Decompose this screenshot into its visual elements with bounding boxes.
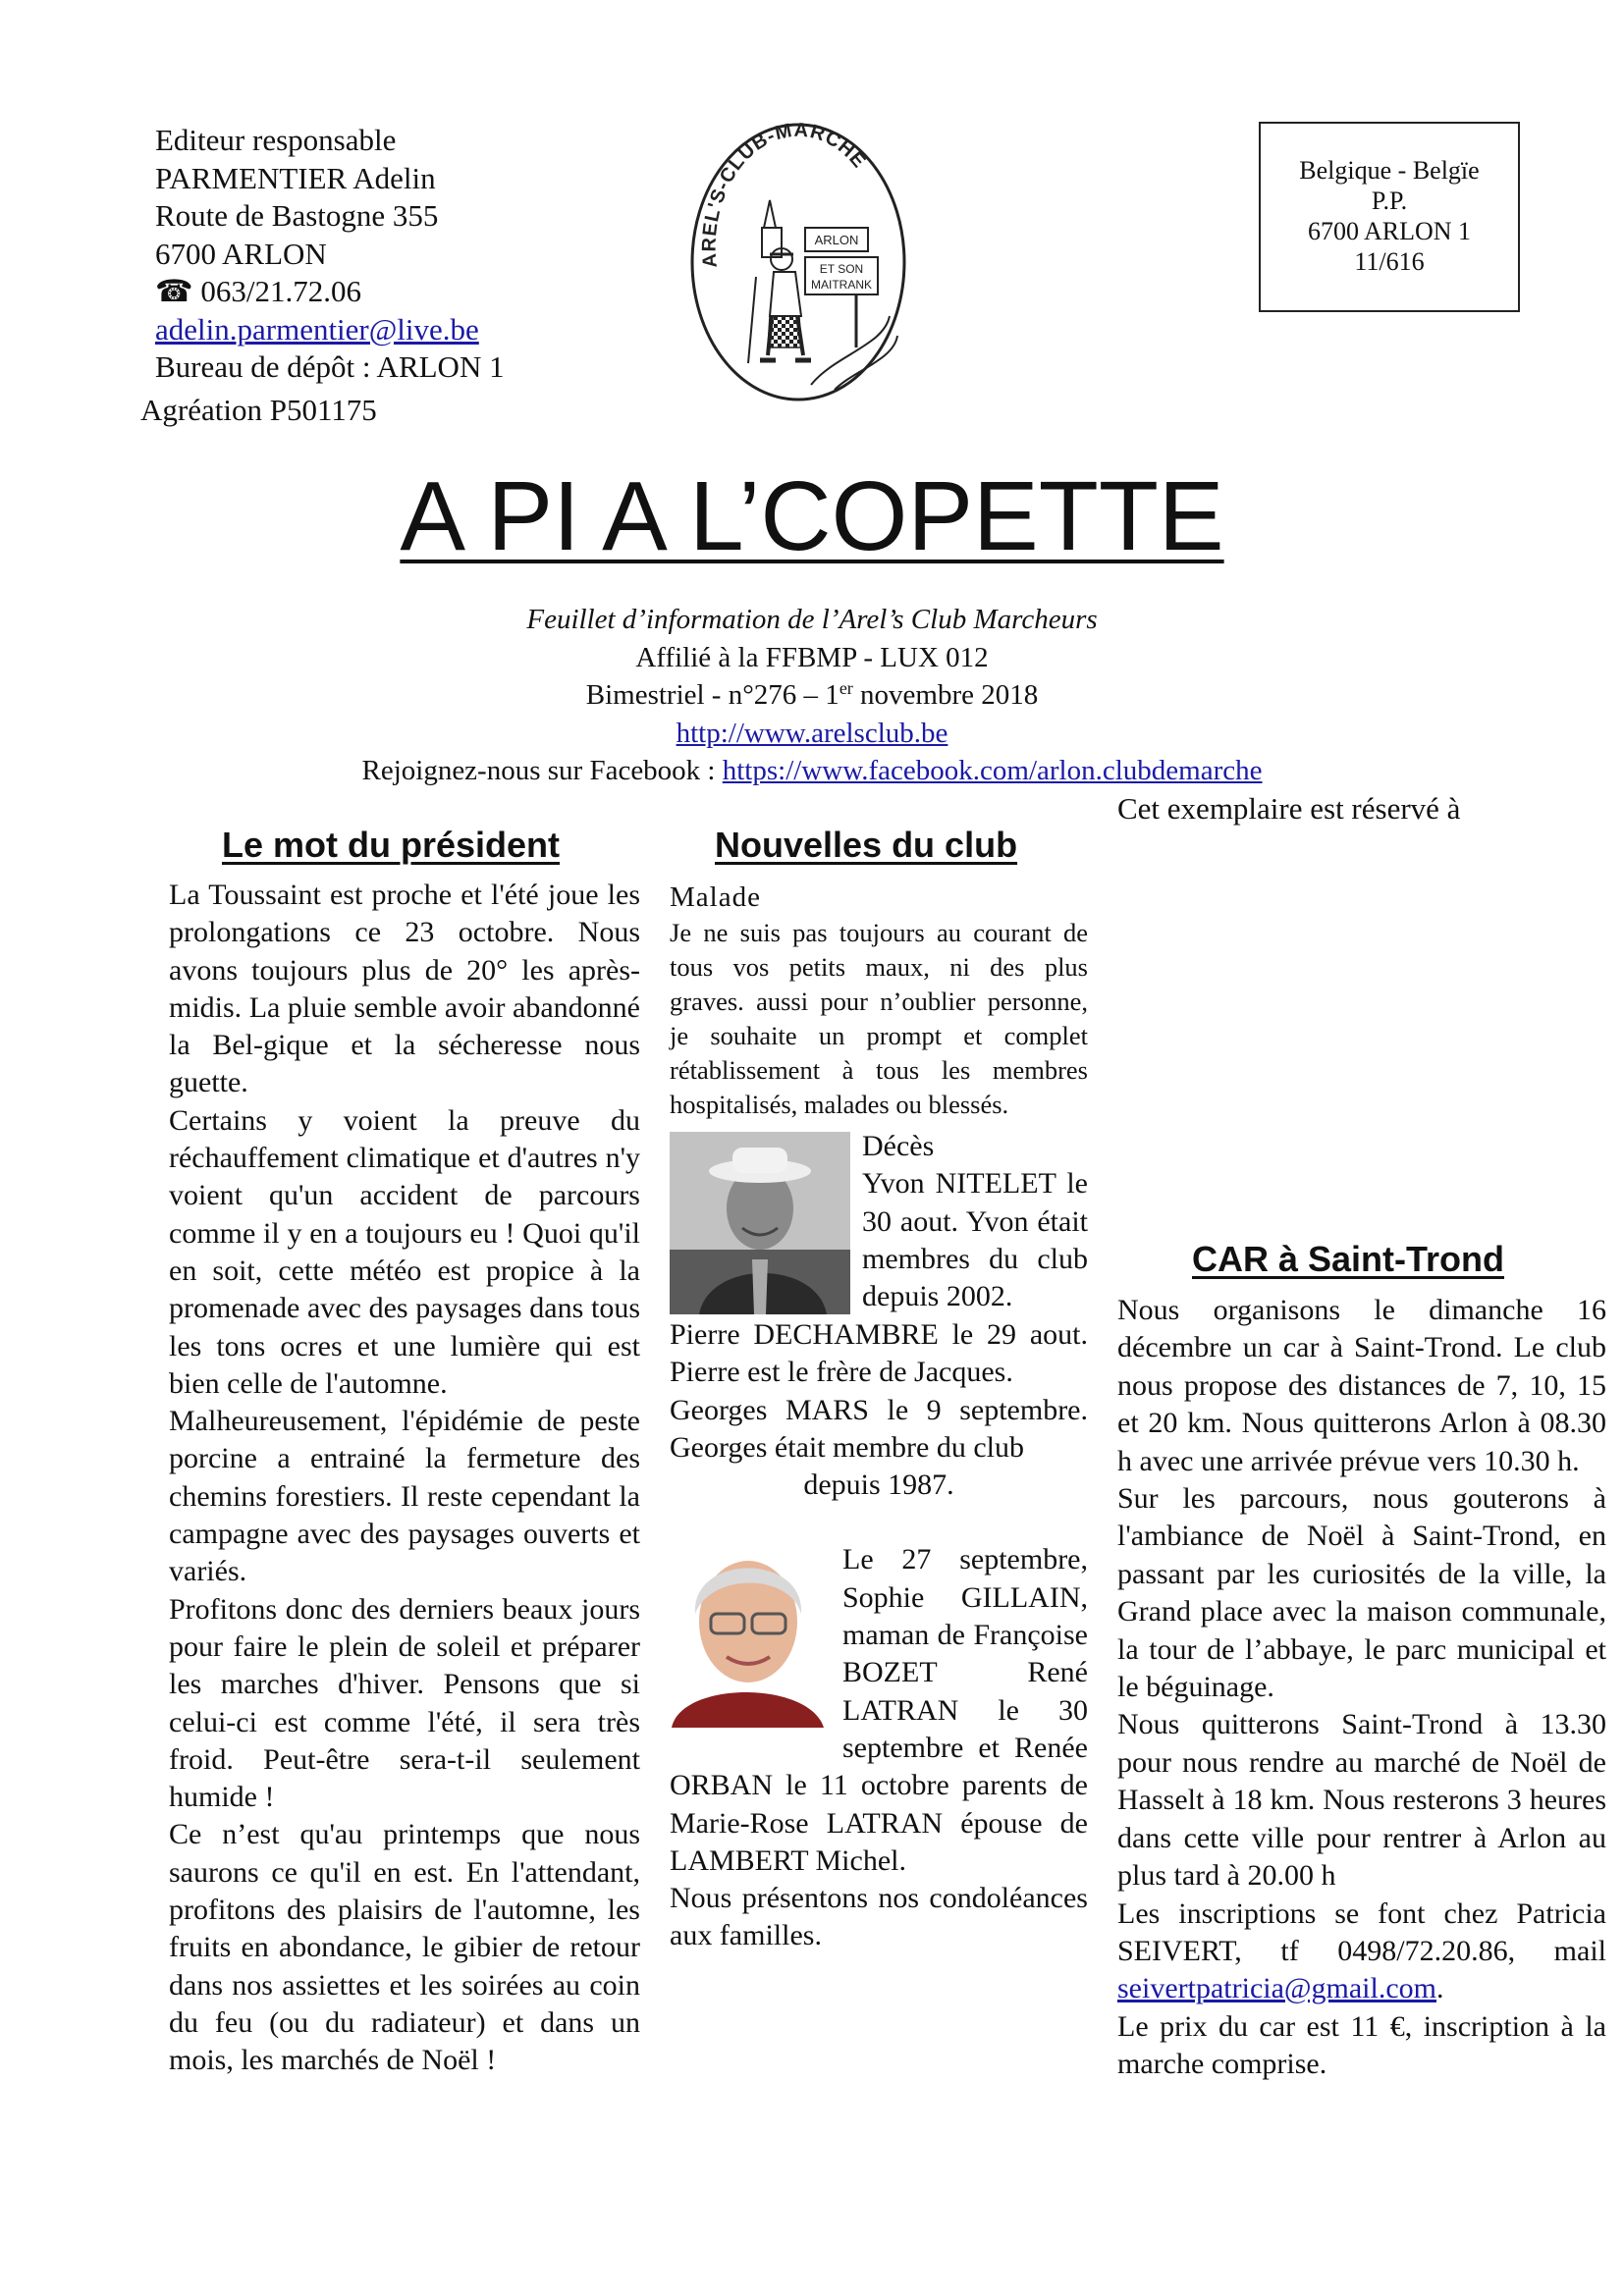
club-logo [687,120,909,404]
postage-line: P.P. [1371,187,1408,215]
subtitle-block [0,601,1624,790]
photo-yvon-nitelet [670,1132,850,1314]
car-registration-end: . [1436,1972,1444,2005]
editor-block [155,122,505,387]
editor-depot: Bureau de dépôt : ARLON 1 [155,349,505,384]
telephone-icon: ☎ [155,274,193,308]
editor-line: 6700 ARLON [155,236,327,271]
postage-line: Belgique - Belgïe [1299,156,1480,185]
car-paragraph: Sur les parcours, nous gouterons à l'ambiance de Noël à Saint-Trond, en passant par les curiosités de la ville, la Grand place avec la maison communale, la tour de l’abbaye, le parc municipal et le béguinage. [1117,1482,1606,1704]
issue-line [0,676,1624,715]
editor-phone [155,273,505,311]
newsletter-title-wrap [0,461,1624,571]
postage-line: 11/616 [1354,247,1425,276]
deces-entry: depuis 1987. [803,1468,954,1502]
car-column [1117,1292,1606,2084]
postage-line: 6700 ARLON 1 [1307,217,1472,245]
facebook-label: Rejoignez-nous sur Facebook : [361,755,723,786]
editor-line: PARMENTIER Adelin [155,160,436,195]
car-paragraph: Nous organisons le dimanche 16 décembre un car à Saint-Trond. Le club nous propose des distances de 7, 10, 15 et 20 km. Nous quitterons Arlon à 08.30 h avec une arrivée prévue vers 10.30 h. [1117,1294,1606,1477]
car-registration-text: Les inscriptions se font chez Patricia SEIVERT, tf 0498/72.20.86, mail [1117,1896,1606,1967]
deces-entry: Yvon NITELET le 30 aout. Yvon était membres du club depuis 2002. [862,1167,1088,1313]
president-paragraph: Certains y voient la preuve du réchauffement climatique et d'autres n'y voient qu'un accident de parcours comme il y en a toujours eu ! Quoi qu'il en soit, cette météo est propice à la promenade avec des paysages dans tous les tons ocres et une lumière qui est bien celle de l'automne. [169,1103,640,1400]
car-registration [1117,1896,1606,2008]
president-column [169,877,640,2080]
president-paragraph: Malheureusement, l'épidémie de peste porcine a entrainé la fermeture des chemins forestiers. Il reste cependant la campagne avec des paysages ouverts et variés. [169,1405,640,1588]
postage-box [1259,122,1520,312]
malade-text: Je ne suis pas toujours au courant de tous vos petits maux, ni des plus graves. aussi pour n’oublier personne, je souhaite un prompt et complet rétablissement à tous les membres hospitalisés, malades ou blessés. [670,918,1088,1119]
editor-line: Route de Bastogne 355 [155,198,439,233]
facebook-link[interactable]: https://www.facebook.com/arlon.clubdemarche [722,755,1263,786]
reserved-label: Cet exemplaire est réservé à [1117,791,1461,826]
subtitle-line: Affilié à la FFBMP - LUX 012 [635,641,989,673]
deces-entry: Pierre DECHAMBRE le 29 aout. Pierre est le frère de Jacques. [670,1318,1088,1389]
logo-sign-etson: ET SON [819,262,864,276]
website-link[interactable]: http://www.arelsclub.be [676,717,948,749]
issue-sup: er [839,678,853,698]
issue-part: Bimestriel - n°276 – 1 [585,679,839,711]
logo-sign-arlon: ARLON [814,233,859,247]
phone-number: 063/21.72.06 [200,274,361,308]
president-paragraph: Profitons donc des derniers beaux jours pour faire le plein de soleil et préparer les marches d'hiver. Pensons que si celui-ci est comme l'été, il sera très froid. Peut-être sera-t-il seulement humide ! [169,1592,640,1814]
car-heading: CAR à Saint-Trond [1192,1239,1505,1279]
president-paragraph: La Toussaint est proche et l'été joue les prolongations ce 23 octobre. Nous avons toujours plus de 20° les après-midis. La pluie semble avoir abandonné la Bel-gique et la sécheresse nous guette. [169,879,640,1099]
nouvelles-heading: Nouvelles du club [715,825,1018,865]
photo-sophie-gillain [662,1523,831,1728]
subtitle-line: Feuillet d’information de l’Arel’s Club Marcheurs [526,604,1098,635]
newsletter-title: A PI A L’COPETTE [400,461,1224,571]
malade-title: Malade [670,881,761,913]
editor-email-link[interactable]: adelin.parmentier@live.be [155,311,479,347]
logo-sign-maitrank: MAITRANK [810,278,873,292]
president-paragraph: Ce n’est qu'au printemps que nous saurons ce qu'il en est. En l'attendant, profitons des plaisirs de l'automne, les fruits en abondance, le gibier de retour dans nos assiettes et les soirées au coin du feu (ou du radiateur) et dans un mois, les marchés de Noël ! [169,1818,640,2077]
deces-title: Décès [862,1130,935,1162]
deces-entry: Georges MARS le 9 septembre. Georges était membre du club [670,1393,1088,1464]
issue-date: novembre 2018 [852,679,1039,711]
nouvelles-column [670,879,1088,1955]
deces-entry: Le 27 septembre, Sophie GILLAIN, maman de Françoise BOZET René LATRAN le 30 septembre et Renée ORBAN le 11 octobre parents de Marie-Rose LATRAN épouse de LAMBERT Michel. [670,1543,1088,1877]
agreation-number: Agréation P501175 [140,393,377,427]
president-heading: Le mot du président [222,825,561,865]
condoleances: Nous présentons nos condoléances aux familles. [670,1882,1088,1952]
car-paragraph: Le prix du car est 11 €, inscription à la marche comprise. [1117,2009,1606,2081]
logo-arc-text: AREL'S-CLUB-MARCHE [698,120,871,269]
car-email-link[interactable]: seivertpatricia@gmail.com [1117,1972,1437,2005]
editor-line: Editeur responsable [155,123,397,157]
facebook-line [0,752,1624,790]
car-paragraph: Nous quitterons Saint-Trond à 13.30 pour nous rendre au marché de Noël de Hasselt à 18 km. Nous resterons 3 heures dans cette ville pour rentrer à Arlon au plus tard à 20.00 h [1117,1708,1606,1893]
